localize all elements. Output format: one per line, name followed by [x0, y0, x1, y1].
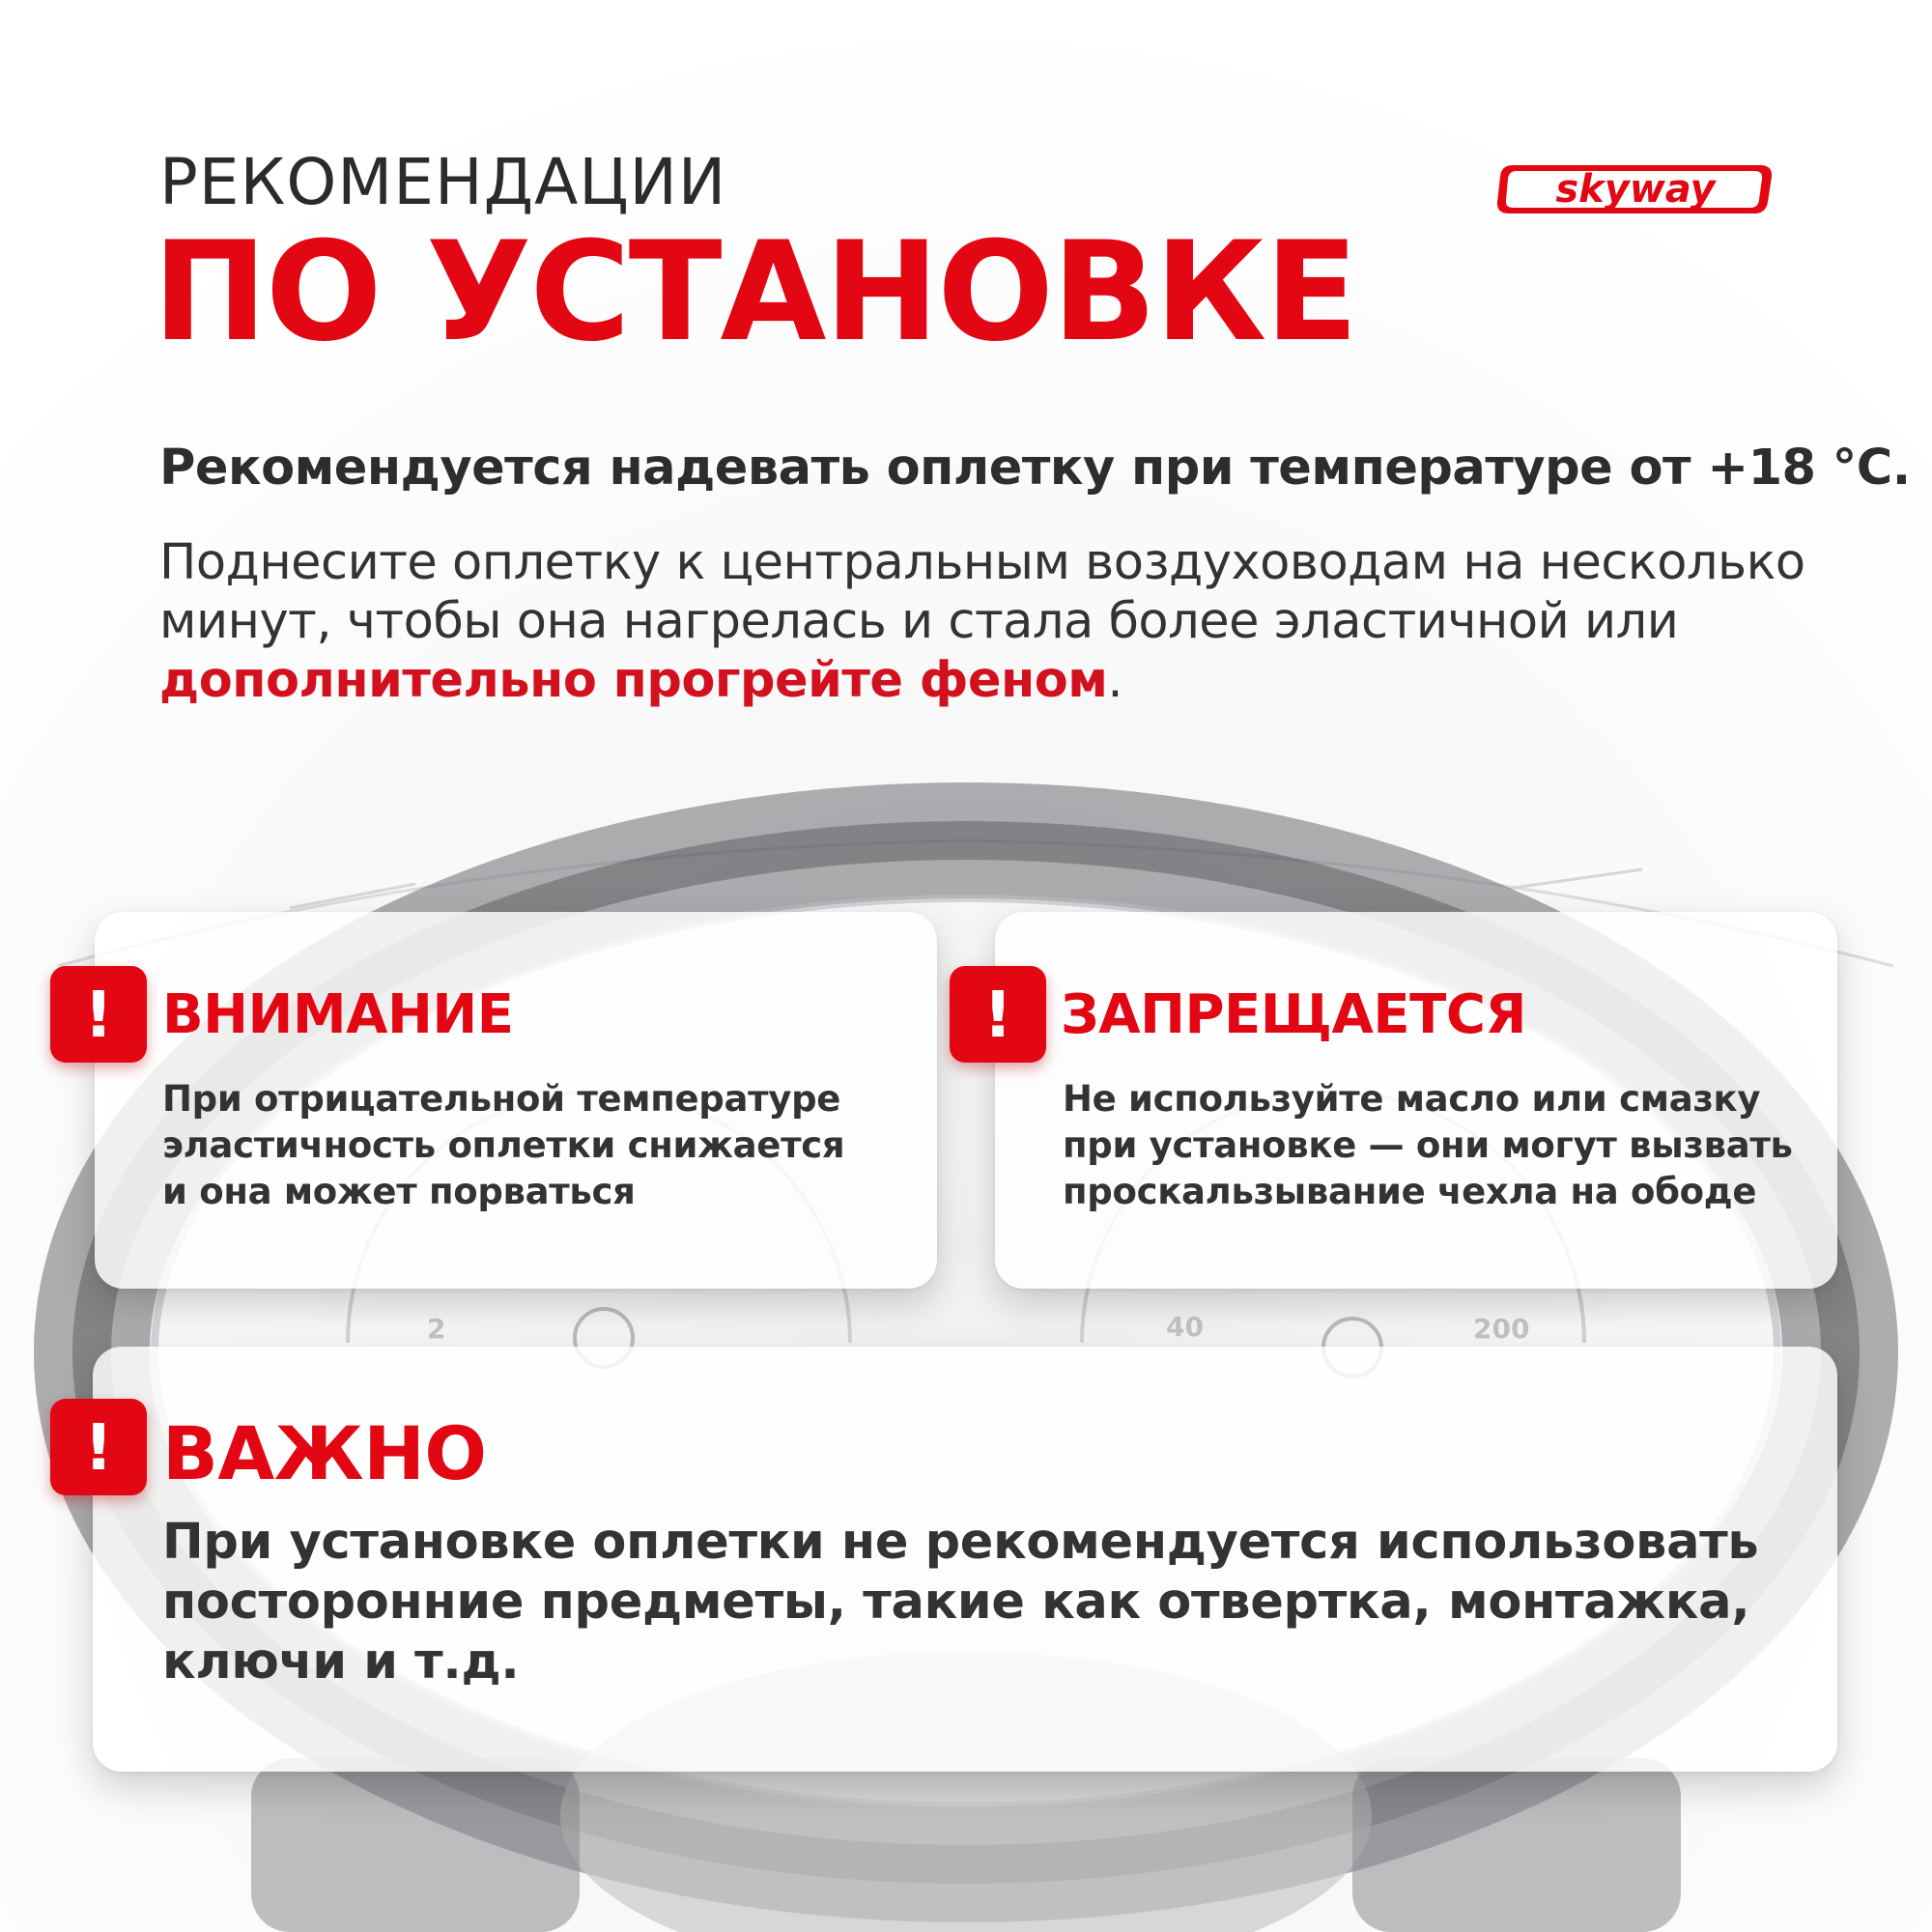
attention-title: ВНИМАНИЕ [162, 983, 514, 1046]
gauge-label-left: 2 [427, 1313, 446, 1345]
important-title: ВАЖНО [162, 1410, 487, 1496]
title-line-2: ПО УСТАНОВКЕ [153, 213, 1357, 372]
gauge-label-right-2: 200 [1473, 1313, 1530, 1345]
attention-text: При отрицательной температуре эластичность оплетки снижается и она может порваться [162, 1078, 845, 1212]
intro-paragraph [159, 533, 1821, 710]
gauge-label-right-1: 40 [1166, 1311, 1204, 1343]
skyway-logo [1495, 159, 1774, 219]
title-line-1: РЕКОМЕНДАЦИИ [159, 145, 727, 219]
intro-paragraph-highlight: дополнительно прогрейте феном [159, 652, 1108, 709]
prohibited-text: Не используйте масло или смазку при установке — они могут вызвать проскальзывание чехла на ободе [1063, 1078, 1793, 1212]
intro-paragraph-start: Поднесите оплетку к центральным воздуховодам на несколько минут, чтобы она нагрелась и стала более эластичной или [159, 534, 1805, 650]
exclamation-icon: ! [50, 966, 147, 1063]
important-text: При установке оплетки не рекомендуется использовать посторонние предметы, такие как отвертка, монтажка, ключи и т.д. [162, 1514, 1759, 1690]
exclamation-icon: ! [50, 1399, 147, 1495]
prohibited-title: ЗАПРЕЩАЕТСЯ [1061, 983, 1527, 1046]
lead-recommendation: Рекомендуется надевать оплетку при температуре от +18 °С. [159, 440, 1911, 497]
intro-paragraph-end: . [1107, 652, 1123, 709]
exclamation-icon: ! [950, 966, 1046, 1063]
logo-text: skyway [1555, 167, 1716, 212]
